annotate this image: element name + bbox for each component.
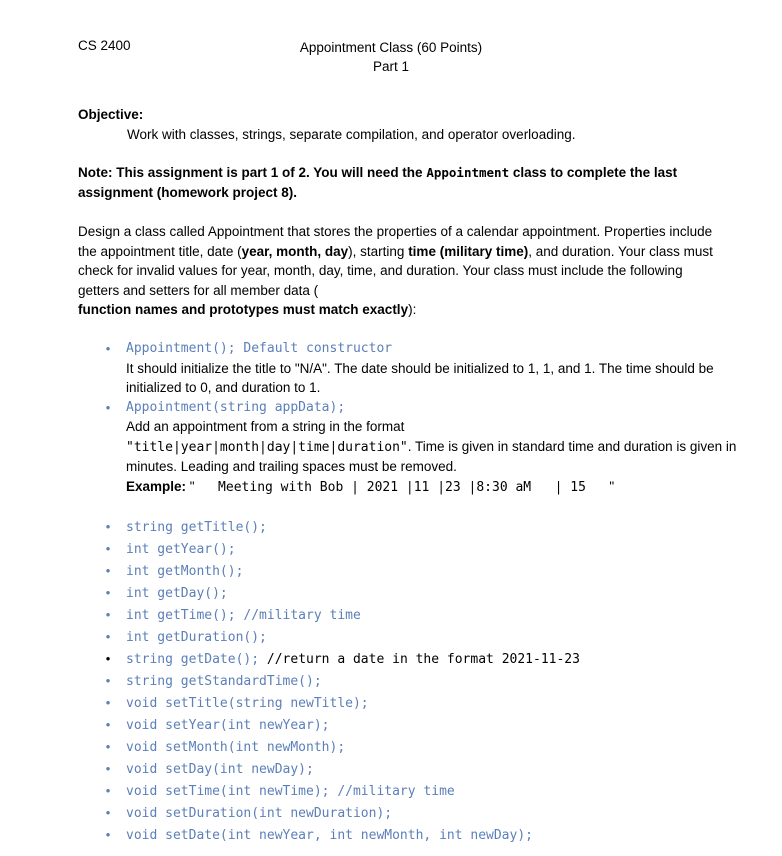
method-signature: void setYear(int newYear); — [126, 718, 330, 733]
bullet-icon: • — [105, 585, 111, 600]
list-item — [104, 604, 744, 626]
list-item — [104, 398, 744, 498]
design-text-1: Design a class called Appointment that stores the properties of a calendar appointment. Properties include the appointment title, date ( — [78, 224, 713, 259]
example-value: Meeting with Bob | 2021 |11 |23 |8:30 aM | 15 — [194, 479, 610, 495]
list-item — [104, 648, 744, 670]
default-constructor-signature: Appointment(); Default constructor — [126, 341, 393, 356]
format-after: . Time is given in standard time and duration is given in minutes. Leading and trailing spaces must be removed. — [126, 438, 737, 474]
bullet-icon: • — [105, 805, 111, 820]
design-paragraph — [78, 222, 718, 320]
method-signature: int getMonth(); — [126, 564, 244, 579]
list-item — [104, 758, 744, 780]
design-text-3: , and duration. Your class must check for invalid values for year, month, day, time, and duration. Your class must include the following getters and setters for all member data ( — [78, 243, 713, 298]
format-code: "title|year|month|day|time|duration" — [126, 439, 408, 455]
method-signature: string getDate(); — [126, 652, 260, 667]
assignment-header — [0, 38, 782, 76]
list-item — [104, 560, 744, 582]
string-constructor-signature: Appointment(string appData); — [126, 399, 346, 415]
design-bold-2: time (military time) — [408, 243, 529, 259]
default-constructor-description: It should initialize the title to "N/A". The date should be initialized to 1, 1, and 1. The time should be initialized to 0, and duration to 1. — [126, 360, 714, 395]
example-close-quote: " — [609, 478, 615, 494]
design-text-2: ), starting — [348, 243, 409, 259]
method-signature: int getDuration(); — [126, 630, 267, 645]
method-comment: //return a date in the format 2021-11-23 — [259, 652, 580, 667]
example-line — [126, 477, 744, 498]
assignment-part: Part 1 — [372, 59, 410, 74]
bullet-icon: • — [105, 673, 111, 688]
example-open-quote: " — [186, 478, 195, 494]
method-signature: int getYear(); — [126, 542, 236, 557]
method-signature: string getTitle(); — [126, 520, 267, 535]
bullet-icon: • — [105, 563, 111, 578]
bullet-icon: • — [105, 607, 111, 622]
method-signature: int getTime(); //military time — [126, 608, 361, 623]
design-text-4: ): — [408, 302, 417, 317]
bullet-icon: • — [105, 739, 111, 754]
list-item — [104, 736, 744, 758]
note-suffix: class to complete the last assignment (homework project 8). — [78, 165, 678, 200]
constructor-list — [104, 339, 744, 497]
method-signature: void setDuration(int newDuration); — [126, 806, 393, 821]
bullet-icon: • — [105, 541, 111, 556]
list-item — [104, 626, 744, 648]
list-item — [104, 339, 744, 398]
list-item — [104, 802, 744, 824]
method-signature: void setMonth(int newMonth); — [126, 740, 346, 755]
bullet-icon: • — [105, 783, 111, 798]
method-signature: string getStandardTime(); — [126, 674, 322, 689]
objective-section — [78, 105, 718, 144]
list-item — [104, 670, 744, 692]
bullet-icon: • — [105, 519, 111, 534]
bullet-icon: • — [105, 651, 111, 666]
bullet-icon: • — [105, 629, 111, 644]
method-signature: void setDate(int newYear, int newMonth, int newDay); — [126, 828, 533, 843]
course-code: CS 2400 — [78, 38, 131, 53]
method-list — [104, 516, 744, 846]
example-label: Example: — [126, 478, 187, 494]
method-signature: int getDay(); — [126, 586, 228, 601]
bullet-icon: • — [105, 341, 111, 356]
bullet-icon: • — [105, 761, 111, 776]
method-signature: void setTitle(string newTitle); — [126, 696, 369, 711]
bullet-icon: • — [105, 695, 111, 710]
method-signature: void setTime(int newTime); //military time — [126, 784, 455, 799]
list-item — [104, 582, 744, 604]
list-item — [104, 516, 744, 538]
string-constructor-description — [126, 417, 744, 477]
objective-label: Objective: — [78, 107, 144, 122]
list-item — [104, 714, 744, 736]
list-item — [104, 692, 744, 714]
bullet-icon: • — [105, 399, 111, 415]
design-bold-1: year, month, day — [241, 243, 349, 259]
design-bold-3: function names and prototypes must match exactly — [78, 302, 409, 317]
desc-start: Add an appointment from a string in the format — [126, 419, 405, 434]
note-prefix: Note: This assignment is part 1 of 2. You will need the — [78, 165, 427, 180]
objective-text: Work with classes, strings, separate compilation, and operator overloading. — [127, 126, 576, 142]
note-paragraph — [78, 163, 718, 202]
bullet-icon: • — [105, 717, 111, 732]
assignment-title: Appointment Class (60 Points) — [299, 40, 483, 55]
note-class-name: Appointment — [426, 165, 510, 180]
list-item — [104, 824, 744, 846]
method-signature: void setDay(int newDay); — [126, 762, 314, 777]
list-item — [104, 538, 744, 560]
list-item — [104, 780, 744, 802]
bullet-icon: • — [105, 827, 111, 842]
